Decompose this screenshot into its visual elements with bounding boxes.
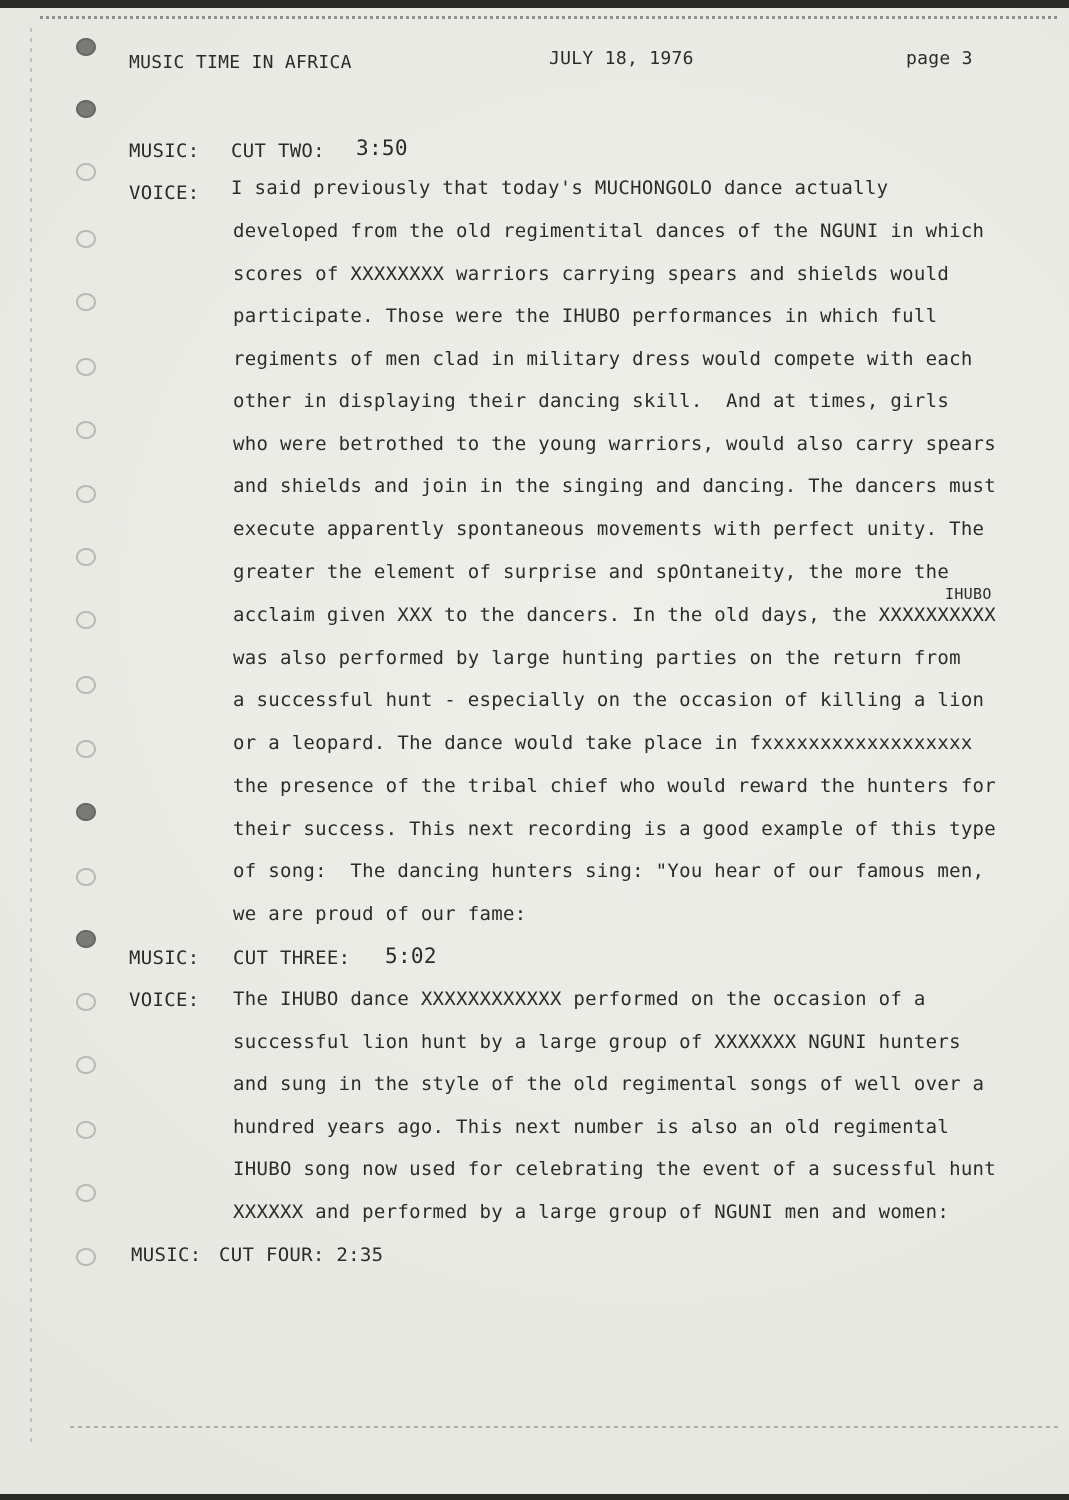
binder-hole	[76, 740, 96, 758]
script-line: successful lion hunt by a large group of XXXXXXX NGUNI hunters	[233, 1031, 961, 1053]
binder-hole	[76, 163, 96, 181]
binder-hole	[76, 676, 96, 694]
script-line: who were betrothed to the young warriors, would also carry spears	[233, 433, 997, 455]
script-line: hundred years ago. This next number is also an old regimental	[233, 1116, 950, 1138]
binder-hole	[76, 100, 96, 118]
voice-label: VOICE:	[129, 182, 200, 204]
music-cue-line: MUSIC:	[131, 1244, 202, 1266]
script-line: XXXXXX and performed by a large group of NGUNI men and women:	[233, 1201, 950, 1223]
music-cue-text: CUT FOUR: 2:35	[219, 1244, 384, 1266]
binder-hole	[76, 868, 96, 886]
broadcast-date: JULY 18, 1976	[549, 48, 694, 69]
script-line: their success. This next recording is a good example of this type	[233, 818, 997, 840]
binder-hole	[76, 485, 96, 503]
binder-hole	[76, 930, 96, 948]
script-line: regiments of men clad in military dress would compete with each	[233, 348, 973, 370]
program-title: MUSIC TIME IN AFRICA	[129, 52, 352, 73]
music-cue-time: 3:50	[356, 136, 408, 160]
top-edge	[40, 16, 1060, 19]
binder-hole	[76, 1121, 96, 1139]
script-line: we are proud of our fame:	[233, 903, 527, 925]
perforated-edge	[30, 28, 32, 1448]
voice-label: VOICE:	[129, 989, 200, 1011]
script-line: participate. Those were the IHUBO performances in which full	[233, 305, 938, 327]
script-line: greater the element of surprise and spOntaneity, the more the	[233, 561, 950, 583]
binder-hole	[76, 38, 96, 56]
handwritten-insert: IHUBO	[945, 585, 992, 603]
script-line: and sung in the style of the old regimental songs of well over a	[233, 1073, 985, 1095]
binder-hole	[76, 611, 96, 629]
music-cue-time: 5:02	[385, 944, 437, 968]
script-line: of song: The dancing hunters sing: "You hear of our famous men,	[233, 860, 985, 882]
script-line: I said previously that today's MUCHONGOLO dance actually	[231, 177, 889, 199]
script-line: other in displaying their dancing skill. And at times, girls	[233, 390, 950, 412]
script-line: the presence of the tribal chief who would reward the hunters for	[233, 775, 997, 797]
binder-hole	[76, 230, 96, 248]
binder-hole	[76, 1184, 96, 1202]
binder-hole	[76, 1248, 96, 1266]
binder-hole	[76, 803, 96, 821]
binder-hole	[76, 293, 96, 311]
script-line: execute apparently spontaneous movements with perfect unity. The	[233, 518, 985, 540]
typewritten-page	[0, 8, 1069, 1494]
script-line: was also performed by large hunting parties on the return from	[233, 647, 961, 669]
binder-hole	[76, 548, 96, 566]
binder-hole	[76, 358, 96, 376]
binder-hole	[76, 1056, 96, 1074]
music-cue-text: CUT THREE:	[233, 947, 351, 969]
music-label: MUSIC:	[129, 140, 200, 162]
script-line: a successful hunt - especially on the occasion of killing a lion	[233, 689, 985, 711]
script-line: or a leopard. The dance would take place in fxxxxxxxxxxxxxxxxxx	[233, 732, 973, 754]
script-line: IHUBO song now used for celebrating the event of a sucessful hunt	[233, 1158, 997, 1180]
script-line: scores of XXXXXXXX warriors carrying spears and shields would	[233, 263, 950, 285]
script-line: developed from the old regimentital dances of the NGUNI in which	[233, 220, 985, 242]
music-label: MUSIC:	[129, 947, 200, 969]
bottom-edge	[70, 1426, 1060, 1428]
music-cue-text: CUT TWO:	[231, 140, 325, 162]
script-line: acclaim given XXX to the dancers. In the old days, the XXXXXXXXXX	[233, 604, 997, 626]
binder-hole	[76, 421, 96, 439]
script-line: and shields and join in the singing and dancing. The dancers must	[233, 475, 997, 497]
page-number: page 3	[906, 48, 973, 69]
binder-hole	[76, 993, 96, 1011]
script-line: The IHUBO dance XXXXXXXXXXXX performed on the occasion of a	[233, 988, 926, 1010]
